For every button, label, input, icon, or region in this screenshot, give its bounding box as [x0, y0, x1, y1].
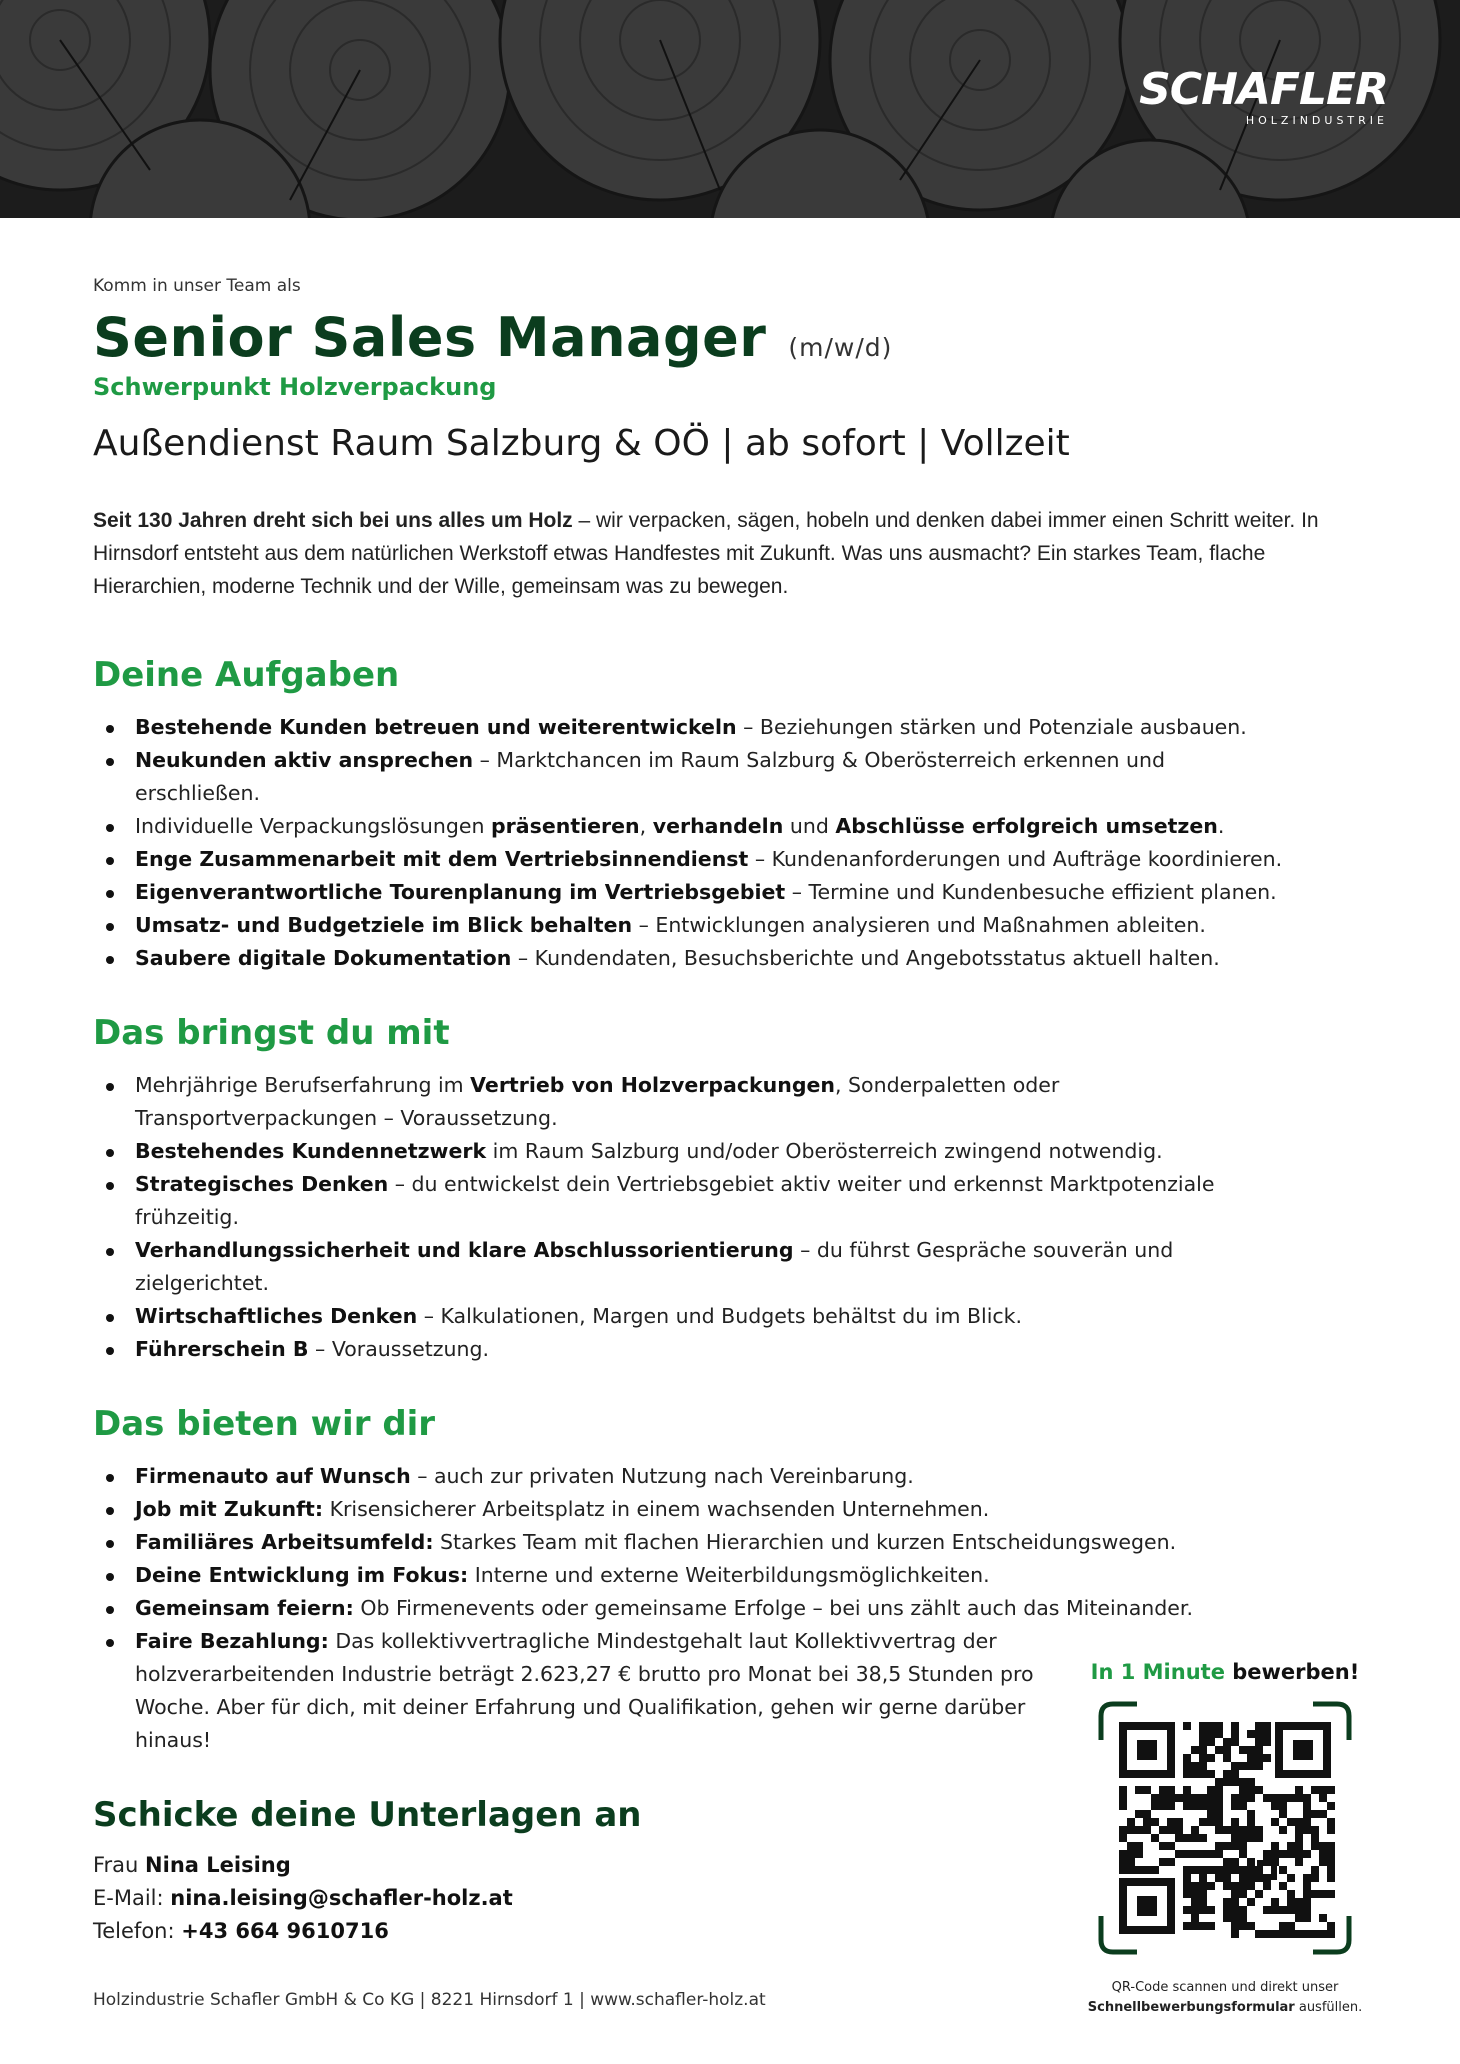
item-text: – Entwicklungen analysieren und Maßnahmen ableiten.	[632, 913, 1206, 937]
intro-paragraph	[93, 504, 1333, 603]
list-item	[135, 1526, 1373, 1559]
job-title: Senior Sales Manager	[93, 306, 767, 369]
item-text: – du führst Gespräche souverän und zielgerichtet.	[135, 1238, 1174, 1295]
item-text: – Voraussetzung.	[308, 1337, 490, 1361]
item-bold: Saubere digitale Dokumentation	[135, 946, 512, 970]
header-banner	[0, 0, 1460, 218]
item-bold: Bestehende Kunden betreuen und weiterentwickeln	[135, 715, 737, 739]
item-text: Krisensicherer Arbeitsplatz in einem wachsenden Unternehmen.	[323, 1497, 990, 1521]
item-text: im Raum Salzburg und/oder Oberösterreich zwingend notwendig.	[486, 1139, 1163, 1163]
item-text: und	[783, 814, 836, 838]
item-text: ,	[639, 814, 653, 838]
apply-heading: Schicke deine Unterlagen an	[93, 1795, 642, 1835]
item-bold: Gemeinsam feiern:	[135, 1596, 354, 1620]
tasks-heading: Deine Aufgaben	[93, 655, 400, 695]
item-text: – du entwickelst dein Vertriebsgebiet aktiv weiter und erkennst Marktpotenziale frühzeitig.	[135, 1172, 1215, 1229]
list-item	[135, 1592, 1373, 1625]
item-bold: Neukunden aktiv ansprechen	[135, 748, 474, 772]
phone-link[interactable]: +43 664 9610716	[181, 1919, 389, 1943]
list-item	[135, 942, 1373, 975]
email-label: E-Mail:	[93, 1886, 171, 1910]
qr-caption-line2	[1080, 1998, 1370, 2018]
list-item	[135, 1234, 1235, 1300]
tasks-list	[93, 711, 1373, 975]
item-text: – Kundendaten, Besuchsberichte und Angebotsstatus aktuell halten.	[511, 946, 1220, 970]
list-item	[135, 744, 1275, 810]
list-item	[135, 1333, 1315, 1366]
job-focus: Schwerpunkt Holzverpackung	[93, 373, 497, 401]
item-bold: verhandeln	[652, 814, 784, 838]
gender-note: (m/w/d)	[788, 333, 893, 362]
item-bold: Faire Bezahlung:	[135, 1629, 329, 1653]
list-item	[135, 909, 1373, 942]
qr-title	[1080, 1660, 1370, 1684]
logo-subtitle: HOLZINDUSTRIE	[1245, 114, 1388, 127]
kicker-text: Komm in unser Team als	[93, 276, 301, 296]
qr-code-icon	[1097, 1700, 1353, 1956]
footer-company-info: Holzindustrie Schafler GmbH & Co KG | 8221 Hirnsdorf 1 | www.schafler-holz.at	[93, 1990, 766, 2010]
profile-list	[93, 1069, 1315, 1366]
intro-text: – wir verpacken, sägen, hobeln und denken dabei immer einen Schritt weiter. In Hirnsdorf entsteht aus dem natürlichen Werkstoff etwas Handfestes mit Zukunft. Was uns ausmacht? Ein starkes Team, flache Hierarchien, moderne Technik und der Wille, gemeinsam was zu bewegen.	[93, 509, 1319, 598]
qr-title-rest: bewerben!	[1224, 1660, 1360, 1684]
item-bold: präsentieren	[491, 814, 640, 838]
item-bold: Firmenauto auf Wunsch	[135, 1464, 411, 1488]
item-bold: Abschlüsse erfolgreich umsetzen	[835, 814, 1218, 838]
qr-caption-line1: QR-Code scannen und direkt unser	[1111, 1980, 1339, 1995]
item-bold: Bestehendes Kundennetzwerk	[135, 1139, 487, 1163]
list-item	[135, 1559, 1373, 1592]
item-bold: Vertrieb von Holzverpackungen	[470, 1073, 835, 1097]
item-text: , Sonderpaletten oder Transportverpackungen – Voraussetzung.	[135, 1073, 1060, 1130]
item-bold: Job mit Zukunft:	[135, 1497, 324, 1521]
item-text: Ob Firmenevents oder gemeinsame Erfolge – bei uns zählt auch das Miteinander.	[353, 1596, 1193, 1620]
item-bold: Eigenverantwortliche Tourenplanung im Vertriebsgebiet	[135, 880, 786, 904]
qr-code[interactable]	[1097, 1700, 1353, 1956]
item-text: – Beziehungen stärken und Potenziale ausbauen.	[736, 715, 1247, 739]
item-bold: Wirtschaftliches Denken	[135, 1304, 418, 1328]
item-text: Individuelle Verpackungslösungen	[135, 814, 491, 838]
item-text: Mehrjährige Berufserfahrung im	[135, 1073, 471, 1097]
item-bold: Verhandlungssicherheit und klare Abschlussorientierung	[135, 1238, 794, 1262]
item-text: – auch zur privaten Nutzung nach Vereinbarung.	[410, 1464, 914, 1488]
email-link[interactable]: nina.leising@schafler-holz.at	[170, 1886, 513, 1910]
qr-caption	[1080, 1978, 1370, 2018]
title-row	[93, 306, 1373, 369]
list-item	[135, 711, 1373, 744]
location-line: Außendienst Raum Salzburg & OÖ | ab sofort | Vollzeit	[93, 423, 1070, 464]
list-item	[135, 1135, 1315, 1168]
profile-section	[93, 1013, 1373, 1366]
item-bold: Umsatz- und Budgetziele im Blick behalten	[135, 913, 633, 937]
item-text: – Termine und Kundenbesuche effizient planen.	[785, 880, 1277, 904]
list-item	[135, 1460, 1373, 1493]
list-item	[135, 1625, 1035, 1757]
list-item	[135, 843, 1373, 876]
logo-wordmark: SCHAFLER	[1139, 64, 1388, 115]
qr-apply-box	[1080, 1660, 1370, 2018]
item-bold: Führerschein B	[135, 1337, 309, 1361]
profile-heading: Das bringst du mit	[93, 1013, 450, 1053]
qr-caption-bold: Schnellbewerbungsformular	[1087, 2000, 1295, 2015]
intro-bold: Seit 130 Jahren dreht sich bei uns alles um Holz	[93, 509, 573, 532]
item-bold: Deine Entwicklung im Fokus:	[135, 1563, 469, 1587]
list-item	[135, 1300, 1315, 1333]
item-text: Starkes Team mit flachen Hierarchien und kurzen Entscheidungswegen.	[433, 1530, 1177, 1554]
schafler-logo	[1139, 66, 1388, 127]
list-item	[135, 810, 1373, 843]
contact-name: Nina Leising	[145, 1853, 291, 1877]
qr-caption-rest: ausfüllen.	[1294, 2000, 1363, 2015]
item-text: Das kollektivvertragliche Mindestgehalt laut Kollektivvertrag der holzverarbeitenden Industrie beträgt 2.623,27 € brutto pro Monat bei 38,5 Stunden pro Woche. Aber für dich, mit deiner Erfahrung und Qualifikation, gehen wir gerne darüber hinaus!	[135, 1629, 1034, 1752]
tasks-section	[93, 655, 1373, 975]
item-bold: Strategisches Denken	[135, 1172, 389, 1196]
item-text: – Kundenanforderungen und Aufträge koordinieren.	[748, 847, 1283, 871]
phone-label: Telefon:	[93, 1919, 182, 1943]
item-text: – Marktchancen im Raum Salzburg & Oberösterreich erkennen und erschließen.	[135, 748, 1166, 805]
item-text: Interne und externe Weiterbildungsmöglichkeiten.	[468, 1563, 990, 1587]
list-item	[135, 1493, 1373, 1526]
item-text: – Kalkulationen, Margen und Budgets behältst du im Blick.	[417, 1304, 1023, 1328]
item-bold: Enge Zusammenarbeit mit dem Vertriebsinnendienst	[135, 847, 749, 871]
list-item	[135, 1069, 1175, 1135]
qr-title-green: In 1 Minute	[1090, 1660, 1225, 1684]
item-bold: Familiäres Arbeitsumfeld:	[135, 1530, 434, 1554]
salutation: Frau	[93, 1853, 146, 1877]
item-text: .	[1217, 814, 1225, 838]
list-item	[135, 876, 1373, 909]
offer-heading: Das bieten wir dir	[93, 1404, 436, 1444]
list-item	[135, 1168, 1285, 1234]
